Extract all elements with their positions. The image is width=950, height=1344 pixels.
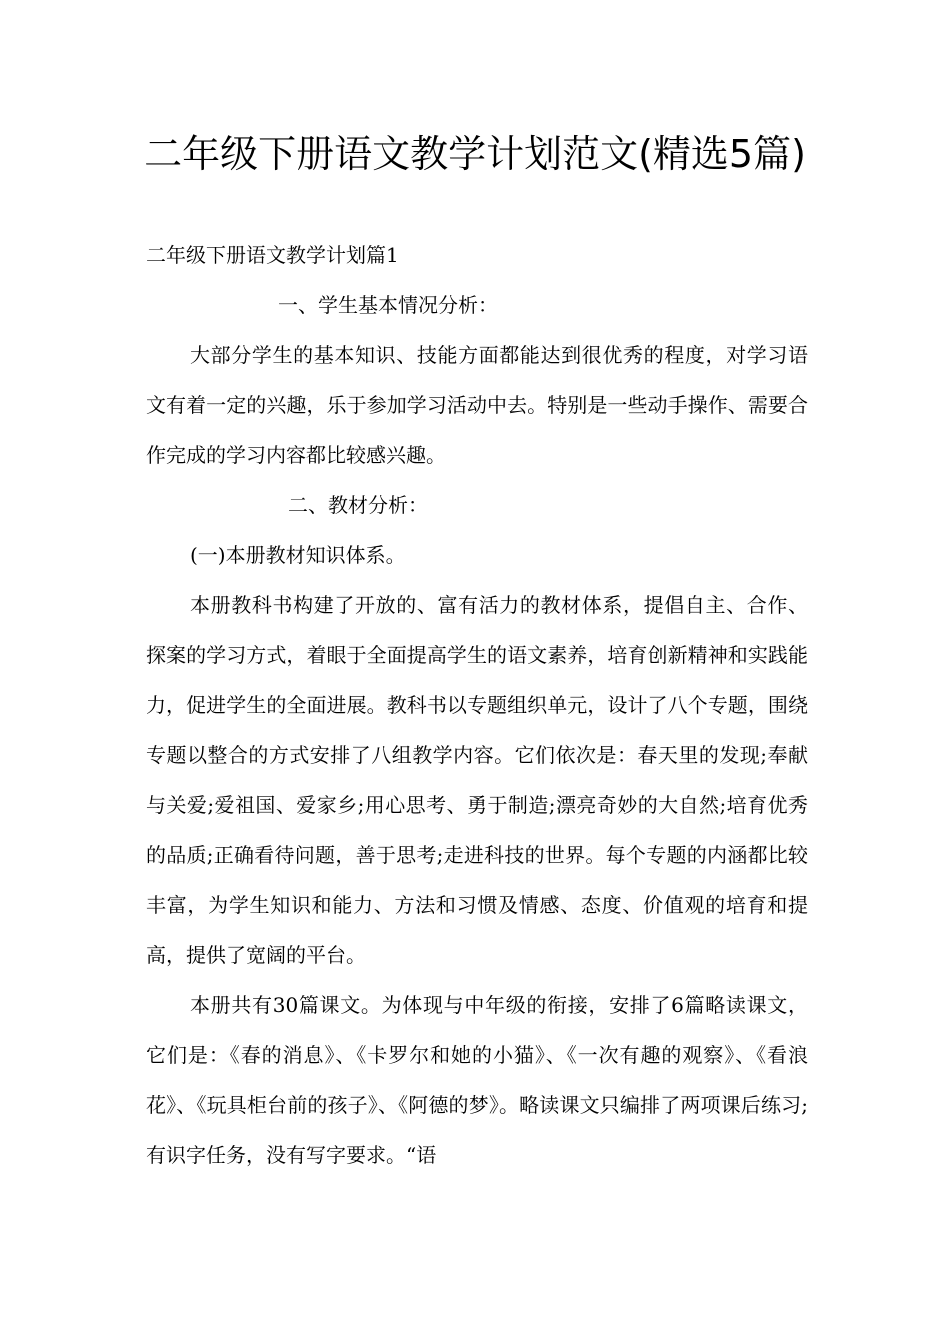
section-heading-student-analysis: 一、学生基本情况分析： [278, 293, 498, 317]
paragraph-student-analysis: 大部分学生的基本知识、技能方面都能达到很优秀的程度，对学习语文有着一定的兴趣，乐于参加学习活动中去。特别是一些动手操作、需要合作完成的学习内容都比较感兴趣。 [146, 343, 808, 467]
subsection-heading-knowledge-system: (一)本册教材知识体系。 [190, 543, 406, 567]
section-heading-textbook-analysis: 二、教材分析： [288, 493, 428, 517]
plan-subtitle: 二年级下册语文教学计划篇1 [146, 243, 399, 267]
paragraph-textbook-system: 本册教科书构建了开放的、富有活力的教材体系，提倡自主、合作、探案的学习方式，着眼于全面提高学生的语文素养，培育创新精神和实践能力，促进学生的全面进展。教科书以专题组织单元，设计了八个专题，围绕专题以整合的方式安排了八组教学内容。它们依次是：春天里的发现;奉献与关爱;爱祖国、爱家乡;用心思考、勇于制造;漂亮奇妙的大自然;培育优秀的品质;正确看待问题，善于思考;走进科技的世界。每个专题的内涵都比较丰富，为学生知识和能力、方法和习惯及情感、态度、价值观的培育和提高，提供了宽阔的平台。 [146, 593, 808, 967]
document-title: 二年级下册语文教学计划范文(精选5篇) [144, 132, 806, 176]
paragraph-lessons: 本册共有30篇课文。为体现与中年级的衔接，安排了6篇略读课文，它们是：《春的消息》、《卡罗尔和她的小猫》、《一次有趣的观察》、《看浪花》、《玩具柜台前的孩子》、《阿德的梦》。略读课文只编排了两项课后练习;有识字任务，没有写字要求。“语 [146, 993, 808, 1167]
document-body [146, 230, 808, 1180]
